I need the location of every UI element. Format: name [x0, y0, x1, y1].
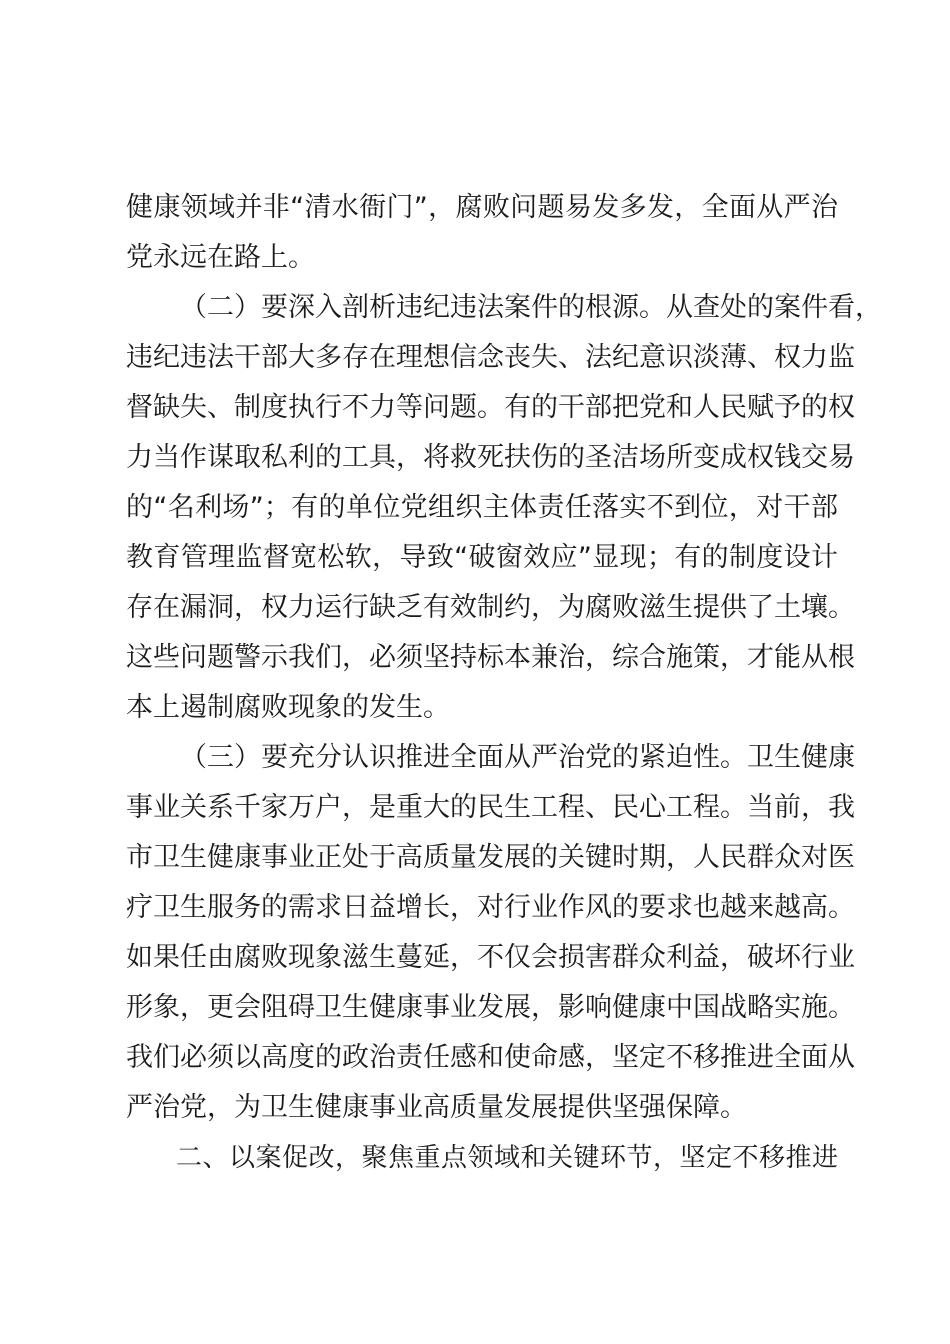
document-body [126, 183, 882, 1183]
text-line: 市卫生健康事业正处于高质量发展的关键时期，人民群众对医 [126, 842, 855, 873]
section-heading: 二、以案促改，聚焦重点领域和关键环节，坚定不移推进 [176, 1143, 838, 1173]
text-line: 存在漏洞，权力运行缺乏有效制约，为腐败滋生提供了土壤。 [126, 592, 855, 623]
text-line: 的“名利场”；有的单位党组织主体责任落实不到位，对干部 [126, 492, 838, 523]
text-line: 如果任由腐败现象滋生蔓延，不仅会损害群众利益，破坏行业 [126, 942, 855, 973]
text-line: 严治党，为卫生健康事业高质量发展提供坚强保障。 [126, 1092, 747, 1123]
text-line: 形象，更会阻碍卫生健康事业发展，影响健康中国战略实施。 [126, 992, 855, 1023]
text-line: 健康领域并非“清水衙门”，腐败问题易发多发，全面从严治 [126, 192, 838, 223]
text-line: 党永远在路上。 [126, 242, 315, 273]
text-line: 疗卫生服务的需求日益增长，对行业作风的要求也越来越高。 [126, 892, 855, 923]
text-line: 教育管理监督宽松软，导致“破窗效应”显现；有的制度设计 [126, 542, 838, 573]
text-line: 事业关系千家万户，是重大的民生工程、民心工程。当前，我 [126, 792, 855, 823]
paragraph-start-line: （三）要充分认识推进全面从严治党的紧迫性。卫生健康 [180, 742, 855, 773]
text-line: 督缺失、制度执行不力等问题。有的干部把党和人民赋予的权 [126, 392, 855, 423]
text-line: 我们必须以高度的政治责任感和使命感，坚定不移推进全面从 [126, 1042, 855, 1073]
text-line: 违纪违法干部大多存在理想信念丧失、法纪意识淡薄、权力监 [126, 342, 855, 373]
paragraph-start-line: （二）要深入剖析违纪违法案件的根源。从查处的案件看， [180, 292, 882, 323]
text-line: 力当作谋取私利的工具，将救死扶伤的圣洁场所变成权钱交易 [126, 442, 855, 473]
text-line: 这些问题警示我们，必须坚持标本兼治，综合施策，才能从根 [126, 642, 855, 673]
text-line: 本上遏制腐败现象的发生。 [126, 692, 450, 723]
